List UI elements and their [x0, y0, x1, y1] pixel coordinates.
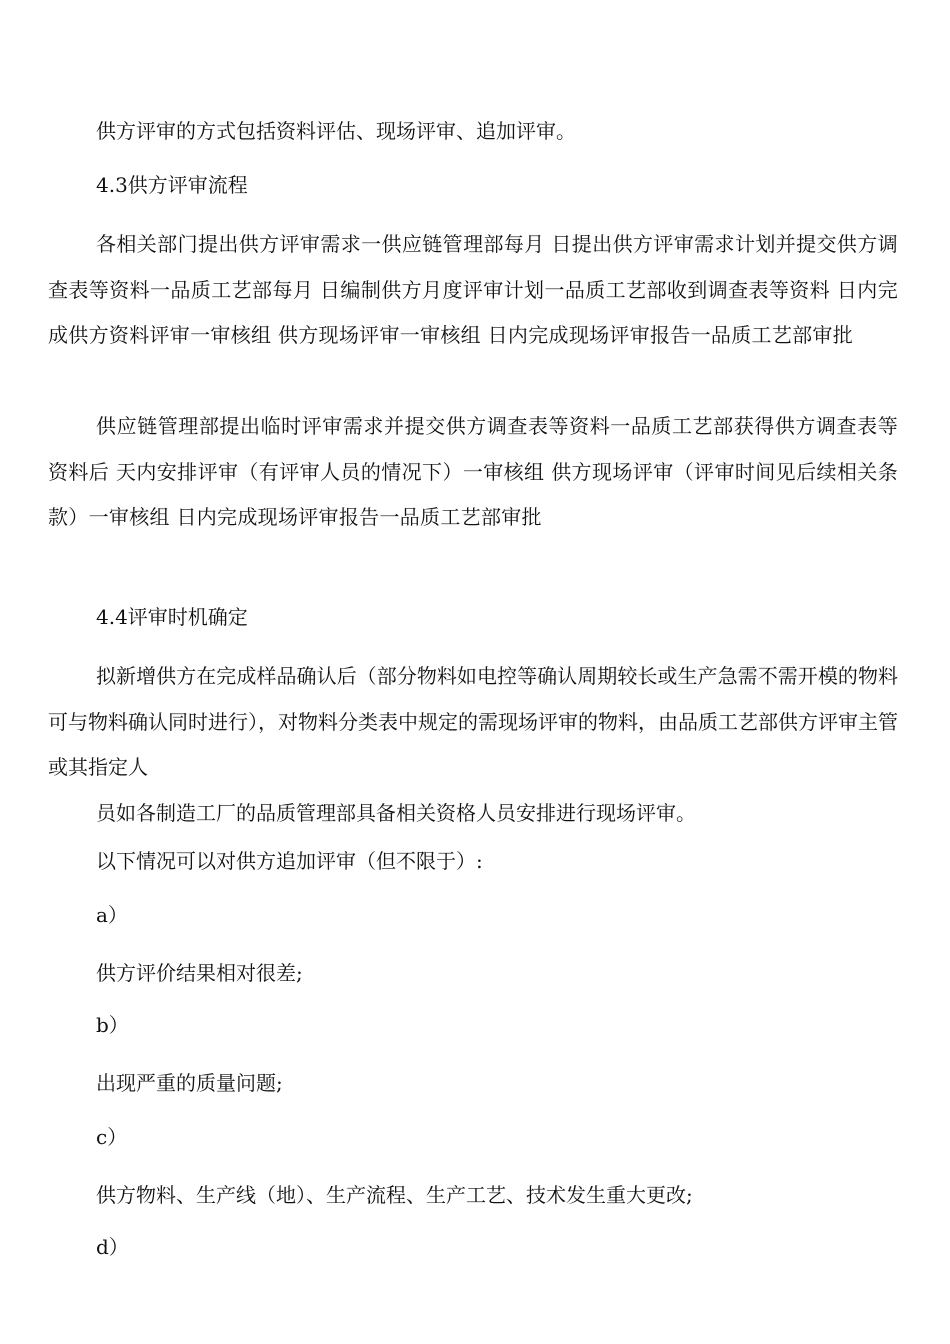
paragraph-additional-review-intro: 以下情况可以对供方追加评审（但不限于）:	[96, 849, 483, 873]
paragraph-review-methods: 供方评审的方式包括资料评估、现场评审、追加评审。	[96, 119, 576, 143]
section-heading-4-4: 4.4评审时机确定	[96, 605, 248, 629]
list-item-b-text: 出现严重的质量问题;	[96, 1071, 283, 1095]
paragraph-review-arrangement: 员如各制造工厂的品质管理部具备相关资格人员安排进行现场评审。	[96, 801, 696, 825]
list-label-c: c）	[96, 1125, 128, 1149]
list-label-b: b）	[96, 1013, 129, 1037]
paragraph-review-process-temporary: 供应链管理部提出临时评审需求并提交供方调查表等资料一品质工艺部获得供方调查表等资料后 天内安排评审（有评审人员的情况下）一审核组 供方现场评审（评审时间见后续相关条款）一审核组 日内完成现场评审报告一品质工艺部审批	[48, 414, 898, 529]
paragraph-review-timing: 拟新增供方在完成样品确认后（部分物料如电控等确认周期较长或生产急需不需开模的物料可与物料确认同时进行），对物料分类表中规定的需现场评审的物料，由品质工艺部供方评审主管或其指定人	[48, 664, 898, 779]
section-heading-4-3: 4.3供方评审流程	[96, 173, 248, 197]
list-item-a-text: 供方评价结果相对很差;	[96, 961, 303, 985]
list-label-d: d）	[96, 1235, 129, 1259]
list-item-c-text: 供方物料、生产线（地）、生产流程、生产工艺、技术发生重大更改;	[96, 1183, 693, 1207]
paragraph-review-process-regular: 各相关部门提出供方评审需求一供应链管理部每月 日提出供方评审需求计划并提交供方调查表等资料一品质工艺部每月 日编制供方月度评审计划一品质工艺部收到调查表等资料 日内完成供方资料评审一审核组 供方现场评审一审核组 日内完成现场评审报告一品质工艺部审批	[48, 232, 898, 347]
list-label-a: a）	[96, 903, 128, 927]
